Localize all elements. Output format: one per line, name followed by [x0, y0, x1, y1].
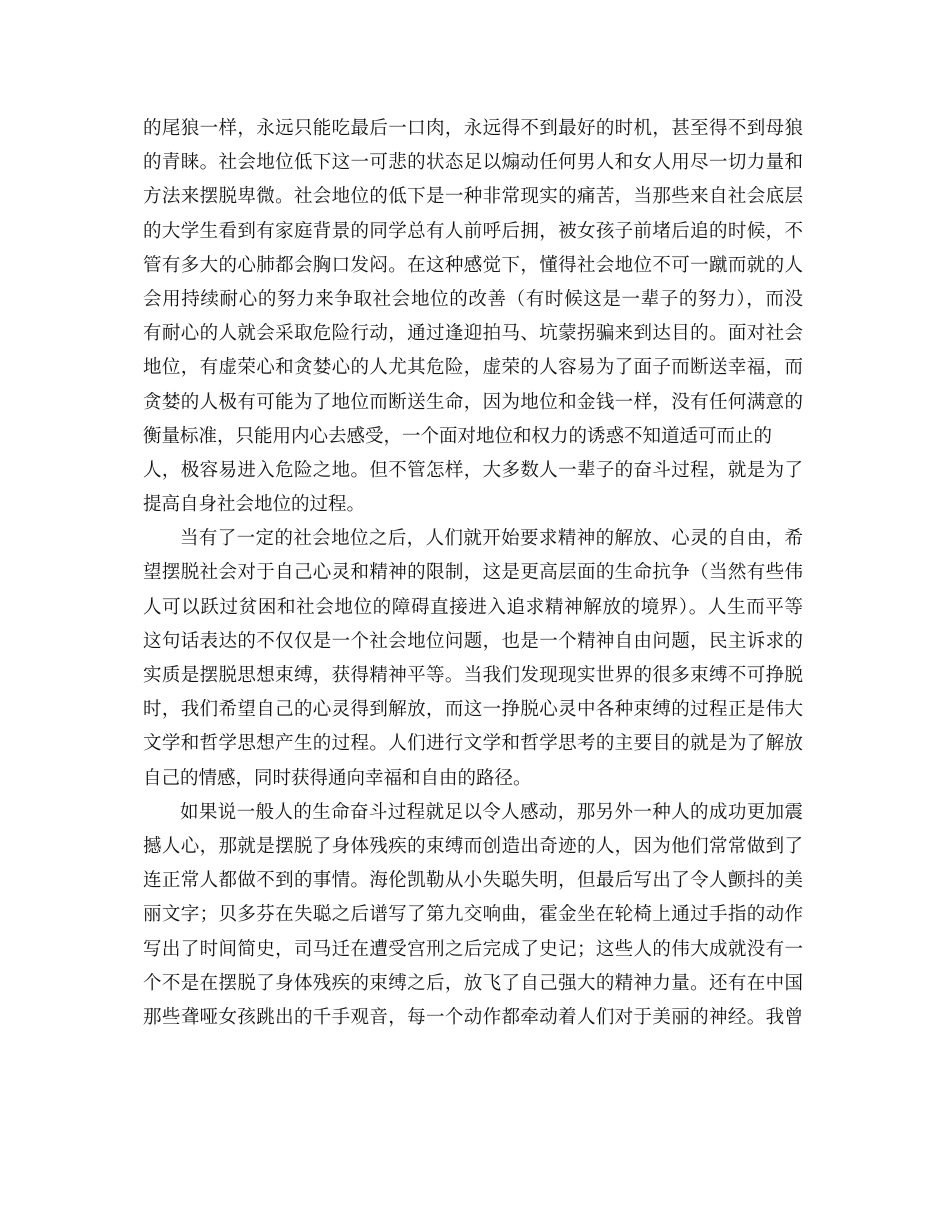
text-line: 的青睐。社会地位低下这一可悲的状态足以煽动任何男人和女人用尽一切力量和	[143, 152, 803, 174]
text-line: 撼人心，那就是摆脱了身体残疾的束缚而创造出奇迹的人，因为他们常常做到了	[143, 835, 803, 857]
text-line: 的大学生看到有家庭背景的同学总有人前呼后拥，被女孩子前堵后追的时候，不	[143, 220, 803, 242]
text-line: 如果说一般人的生命奋斗过程就足以令人感动，那另外一种人的成功更加震	[180, 801, 803, 823]
text-line: 方法来摆脱卑微。社会地位的低下是一种非常现实的痛苦，当那些来自社会底层	[143, 186, 803, 208]
text-line: 的尾狼一样，永远只能吃最后一口肉，永远得不到最好的时机，甚至得不到母狼	[143, 118, 803, 139]
paragraph-3	[143, 796, 803, 1035]
paragraph-1	[143, 112, 803, 522]
text-line: 有耐心的人就会采取危险行动，通过逢迎拍马、坑蒙拐骗来到达目的。面对社会	[143, 323, 803, 345]
text-line: 管有多大的心肺都会胸口发闷。在这种感觉下，懂得社会地位不可一蹴而就的人	[143, 254, 803, 276]
text-line: 文学和哲学思想产生的过程。人们进行文学和哲学思考的主要目的就是为了解放	[143, 733, 803, 755]
text-line: 提高自身社会地位的过程。	[143, 494, 366, 516]
text-line: 自己的情感，同时获得通向幸福和自由的路径。	[143, 767, 532, 789]
text-line: 地位，有虚荣心和贪婪心的人尤其危险，虚荣的人容易为了面子而断送幸福，而	[143, 357, 803, 379]
text-line: 人可以跃过贫困和社会地位的障碍直接进入追求精神解放的境界）。人生而平等	[143, 596, 803, 618]
text-line: 衡量标准，只能用内心去感受，一个面对地位和权力的诱惑不知道适可而止的	[143, 425, 773, 447]
text-line: 时，我们希望自己的心灵得到解放，而这一挣脱心灵中各种束缚的过程正是伟大	[143, 699, 803, 721]
document-body	[143, 112, 803, 1035]
text-line: 贪婪的人极有可能为了地位而断送生命，因为地位和金钱一样，没有任何满意的	[143, 391, 803, 413]
text-line: 个不是在摆脱了身体残疾的束缚之后，放飞了自己强大的精神力量。还有在中国	[143, 972, 803, 994]
paragraph-2	[143, 522, 803, 796]
text-line: 望摆脱社会对于自己心灵和精神的限制，这是更高层面的生命抗争（当然有些伟	[143, 562, 803, 584]
text-line: 人，极容易进入危险之地。但不管怎样，大多数人一辈子的奋斗过程，就是为了	[143, 459, 803, 481]
text-line: 会用持续耐心的努力来争取社会地位的改善（有时候这是一辈子的努力），而没	[143, 288, 803, 310]
text-line: 当有了一定的社会地位之后，人们就开始要求精神的解放、心灵的自由，希	[180, 528, 803, 550]
text-line: 连正常人都做不到的事情。海伦凯勒从小失聪失明，但最后写出了令人颤抖的美	[143, 870, 803, 892]
text-line: 这句话表达的不仅仅是一个社会地位问题，也是一个精神自由问题，民主诉求的	[143, 630, 803, 652]
text-line: 那些聋哑女孩跳出的千手观音，每一个动作都牵动着人们对于美丽的神经。我曾	[143, 1006, 803, 1028]
text-line: 写出了时间简史，司马迁在遭受宫刑之后完成了史记；这些人的伟大成就没有一	[143, 938, 803, 960]
text-line: 实质是摆脱思想束缚，获得精神平等。当我们发现现实世界的很多束缚不可挣脱	[143, 665, 803, 686]
text-line: 丽文字；贝多芬在失聪之后谱写了第九交响曲，霍金坐在轮椅上通过手指的动作	[143, 904, 803, 926]
